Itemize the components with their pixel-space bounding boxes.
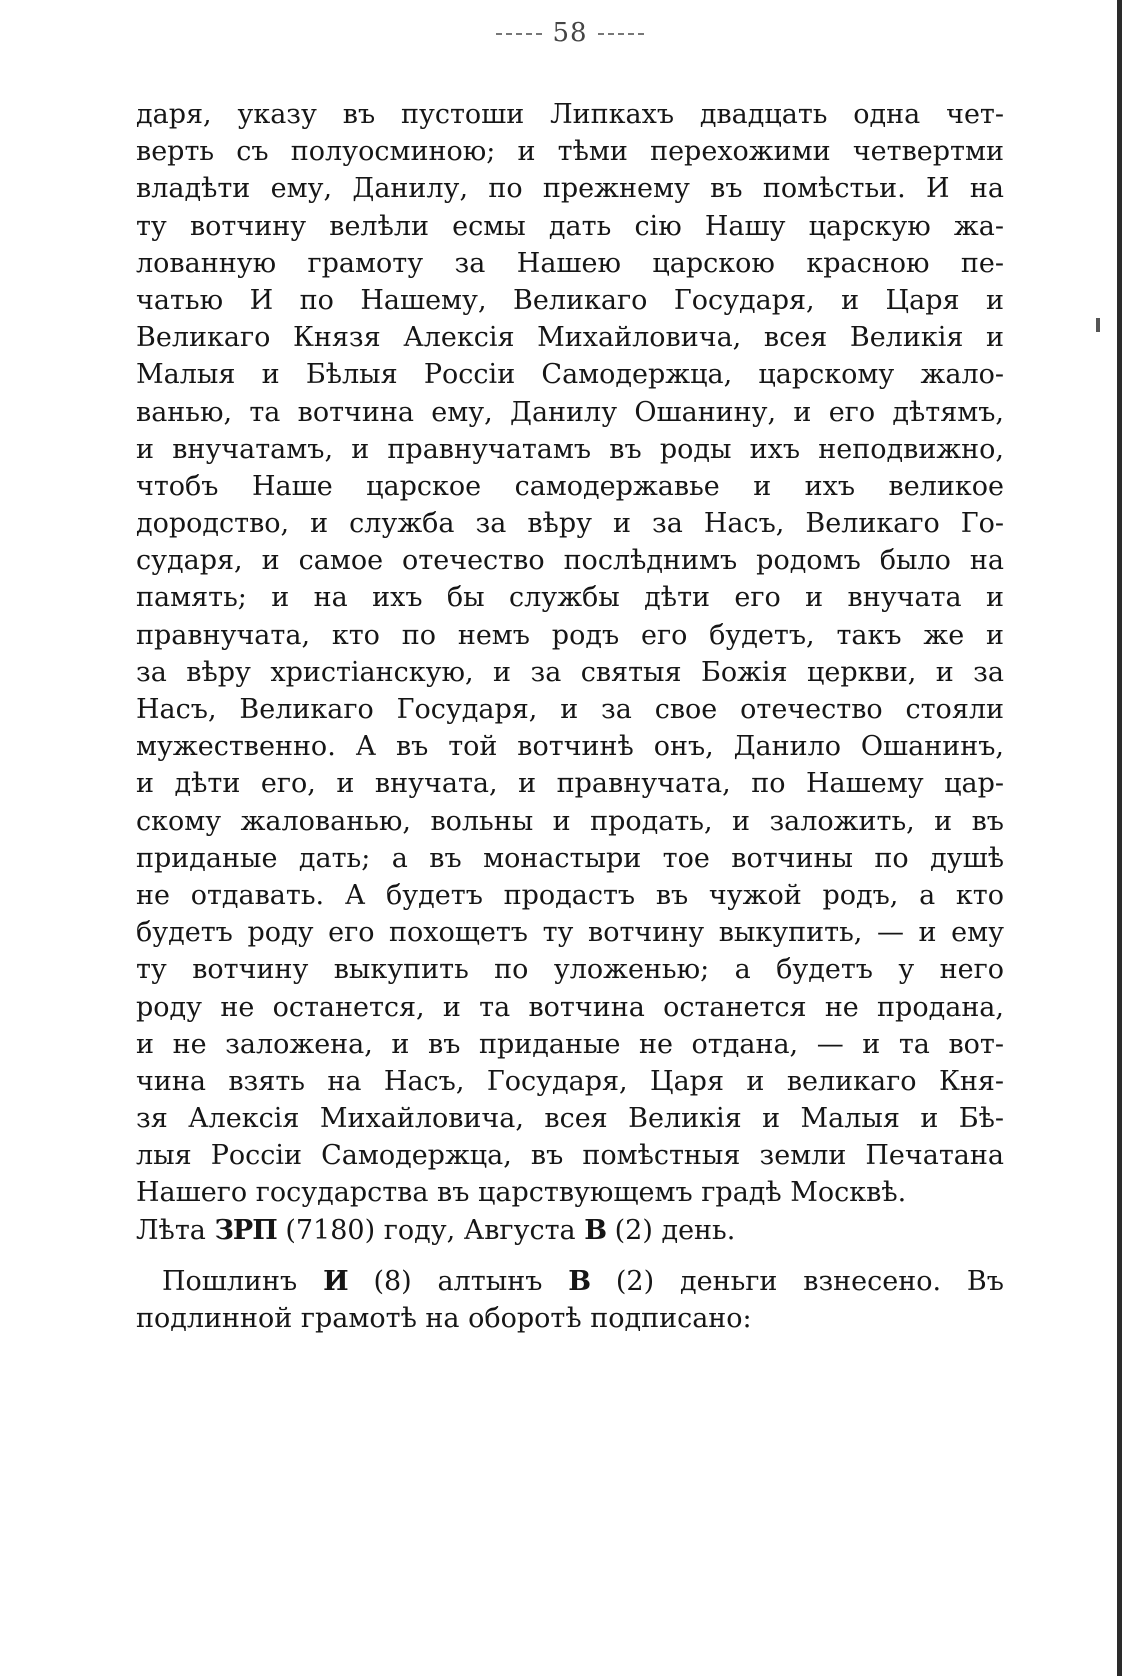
slavonic-day-numeral: В [584,1214,607,1246]
text-line: и дѣти его, и внучата, и правнучата, по Нашему цар- [136,768,1004,800]
page-number [0,18,1140,48]
text-line: Великаго Князя Алексія Михайловича, всея Великія и [136,322,1004,354]
text-line: верть съ полуосминою; и тѣми перехожими четвертми [136,136,1004,168]
document-body [136,96,1004,1337]
text-line: Нашего государства въ царствующемъ градѣ Москвѣ. [136,1177,907,1209]
date-line [136,1212,1004,1249]
text-line: дородство, и служба за вѣру и за Насъ, Великаго Го- [136,508,1004,540]
text-line: мужественно. А въ той вотчинѣ онъ, Данило Ошанинъ, [136,731,1004,763]
text-line: не отдавать. А будетъ продастъ въ чужой родъ, а кто [136,879,1004,911]
text-line: приданые дать; а въ монастыри тое вотчины по душѣ [136,842,1004,874]
paragraph-charter-text [136,96,1004,1212]
text-line: чатью И по Нашему, Великаго Государя, и Царя и [136,284,1004,316]
slavonic-dengi-numeral: В [568,1265,591,1297]
page-edge-mark [1096,318,1100,332]
text-line: скому жалованью, вольны и продать, и заложить, и въ [136,805,1004,837]
date-tail: (2) день. [614,1214,736,1246]
text-line: память; и на ихъ бы службы дѣти его и внучата и [136,582,1004,614]
text-line: лыя Россіи Самодержца, въ помѣстныя земли Печатана [136,1140,1004,1172]
text-line: ту вотчину выкупить по уложенью; а будетъ у него [136,954,1004,986]
text-line: Малыя и Бѣлыя Россіи Самодержца, царскому жало- [136,359,1004,391]
page-edge-rule [1117,0,1122,1676]
duty-line-1 [136,1263,1004,1300]
text-line: Насъ, Великаго Государя, и за свое отечество стояли [136,694,1004,725]
page-number-dash-left [496,33,542,35]
duty-line-2: подлинной грамотѣ на оборотѣ подписано: [136,1303,752,1334]
paragraph-gap [136,1249,1004,1263]
text-line: и не заложена, и въ приданые не отдана, — и та вот- [136,1028,1004,1060]
text-line: и внучатамъ, и правнучатамъ въ роды ихъ неподвижно, [136,433,1004,465]
text-line: роду не останется, и та вотчина останется не продана, [136,991,1004,1023]
date-year-month: (7180) году, Августа [285,1214,576,1246]
text-line: чтобъ Наше царское самодержавье и ихъ великое [136,470,1004,502]
text-line: лованную грамоту за Нашею царскою красною пе- [136,247,1004,279]
text-line: правнучата, кто по немъ родъ его будетъ, такъ же и [136,619,1004,651]
slavonic-year-numeral: ЗРП [214,1214,277,1246]
page-number-text: 58 [552,18,588,48]
text-line: владѣти ему, Данилу, по прежнему въ помѣстьи. И на [136,173,1004,205]
slavonic-altyn-numeral: И [323,1265,348,1297]
text-line: за вѣру христіанскую, и за святыя Божія церкви, и за [136,656,1004,688]
text-line: ту вотчину велѣли есмы дать сію Нашу царскую жа- [136,210,1004,242]
text-line: будетъ роду его похощетъ ту вотчину выкупить, — и ему [136,917,1004,949]
text-line: ванью, та вотчина ему, Данилу Ошанину, и его дѣтямъ, [136,396,1004,428]
text-line: сударя, и самое отечество послѣднимъ родомъ было на [136,545,1004,577]
text-line: чина взять на Насъ, Государя, Царя и великаго Кня- [136,1065,1004,1097]
text-line: зя Алексія Михайловича, всея Великія и Малыя и Бѣ- [136,1103,1004,1135]
duty-altyn: (8) алтынъ [373,1265,543,1297]
text-line: даря, указу въ пустоши Липкахъ двадцать одна чет- [136,99,1004,130]
page-number-dash-right [598,33,644,35]
duty-prefix: Пошлинъ [162,1265,298,1297]
date-prefix: Лѣта [136,1214,206,1246]
duty-tail: (2) деньги взнесено. Въ [615,1265,1004,1297]
